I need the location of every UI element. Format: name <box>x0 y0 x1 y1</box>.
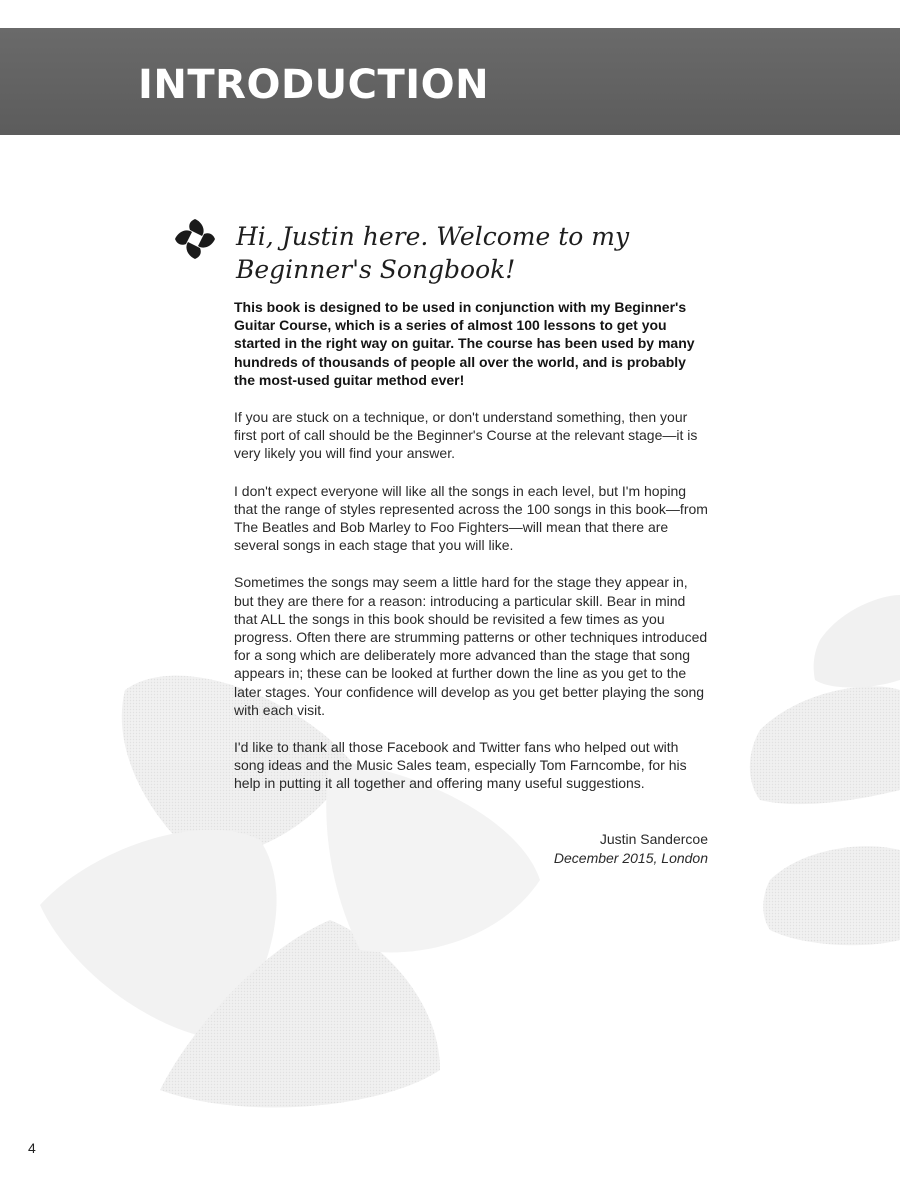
signature-name: Justin Sandercoe <box>599 831 708 847</box>
watermark-pinwheel-right <box>750 595 900 945</box>
pinwheel-logo-icon <box>172 216 218 262</box>
intro-paragraph-2: If you are stuck on a technique, or don't understand something, then your first port of call should be the Beginner's Course at the relevant stage—it is very likely you will find your answer. <box>234 409 698 462</box>
intro-paragraph-1: This book is designed to be used in conjunction with my Beginner's Guitar Course, which is a series of almost 100 lessons to get you started in the right way on guitar. The course has been used by many hundreds of thousands of people all over the world, and is probably the most-used guitar method ever! <box>234 299 695 388</box>
intro-body <box>234 298 710 812</box>
signature-date: December 2015, London <box>553 850 708 866</box>
intro-paragraph-3: I don't expect everyone will like all the songs in each level, but I'm hoping that the range of styles represented across the 100 songs in this book—from The Beatles and Bob Marley to Foo Fighters—will mean that there are several songs in each stage that you will like. <box>234 482 708 554</box>
greeting-heading <box>236 220 676 286</box>
page-title: INTRODUCTION <box>138 62 490 108</box>
page-number: 4 <box>28 1140 36 1156</box>
intro-paragraph-5: I'd like to thank all those Facebook and Twitter fans who helped out with song ideas and the Music Sales team, especially Tom Farncombe, for his help in putting it all together and offering many useful suggestions. <box>234 739 687 792</box>
greeting-line-2: Beginner's Songbook! <box>236 255 516 284</box>
greeting-line-1: Hi, Justin here. Welcome to my <box>236 222 630 251</box>
intro-paragraph-4: Sometimes the songs may seem a little hard for the stage they appear in, but they are there for a reason: introducing a particular skill. Bear in mind that ALL the songs in this book should be revisited a few times as you progress. Often there are strumming patterns or other techniques introduced for a song which are deliberately more advanced than the stage that song appears in; these can be looked at further down the line as you get to the later stages. Your confidence will develop as you get better playing the song with each visit. <box>234 574 708 718</box>
signature-block <box>554 830 708 868</box>
